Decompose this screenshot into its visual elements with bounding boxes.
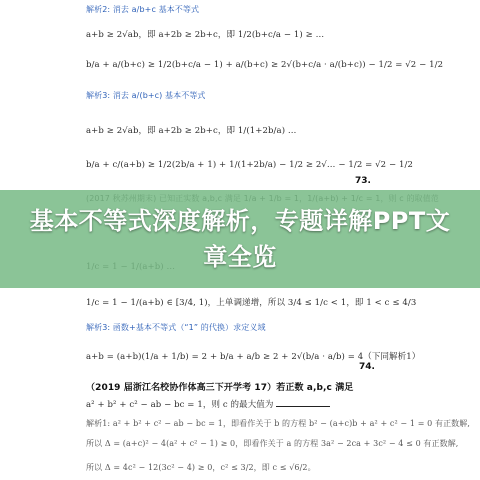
solution-heading: 解析3: 函数+基本不等式（“1” 的代换）求定义域: [86, 323, 266, 332]
doc-line: 1/c = 1 − 1/(a+b) ∈ [3/4, 1)，上单调递增，所以 3/4 ≤ 1/c < 1，即 1 < c ≤ 4/3: [86, 298, 417, 308]
doc-line: a+b ≥ 2√ab，即 a+2b ≥ 2b+c，即 1/2(b+c/a − 1) ≥ …: [86, 30, 325, 40]
doc-line: 所以 Δ = (a+c)² − 4(a² + c² − 1) ≥ 0，即看作关于 a 的方程 3a² − 2ca + 3c² − 4 ≤ 0 有正数解,: [86, 439, 459, 448]
doc-line: a+b ≥ 2√ab，即 a+2b ≥ 2b+c，即 1/(1+2b/a) …: [86, 126, 297, 136]
doc-line: a+b = (a+b)(1/a + 1/b) = 2 + b/a + a/b ≥ 2 + 2√(b/a · a/b) = 4（下同解析1）: [86, 352, 421, 362]
page-number: 73.: [355, 176, 371, 186]
doc-line: 所以 Δ = 4c² − 12(3c² − 4) ≥ 0，c² ≤ 3/2，即 c ≤ √6/2。: [86, 463, 316, 472]
doc-line: 解析1: a² + b² + c² − ab − bc = 1，即看作关于 b 的方程 b² − (a+c)b + a² + c² − 1 = 0 有正数解,: [86, 419, 471, 428]
problem-equation: [86, 398, 330, 410]
title-banner: [0, 190, 480, 288]
doc-line: b/a + a/(b+c) ≥ 1/2(b+c/a − 1) + a/(b+c) ≥ 2√(b+c/a · a/(b+c)) − 1/2 = √2 − 1/2: [86, 60, 444, 70]
page-number: 74.: [359, 362, 375, 372]
problem-equation-text: a² + b² + c² − ab − bc = 1，则 c 的最大值为: [86, 400, 274, 410]
answer-blank: [276, 398, 330, 407]
problem-statement: （2019 届浙江名校协作体高三下开学考 17）若正数 a,b,c 满足: [86, 383, 354, 393]
solution-heading-3: 解析3: 消去 a/(b+c) 基本不等式: [86, 91, 206, 100]
doc-line: b/a + c/(a+b) ≥ 1/2(2b/a + 1) + 1/(1+2b/a) − 1/2 ≥ 2√… − 1/2 = √2 − 1/2: [86, 160, 413, 170]
solution-heading-2: 解析2: 消去 a/b+c 基本不等式: [86, 5, 200, 14]
banner-title: 基本不等式深度解析，专题详解PPT文章全览: [29, 207, 451, 271]
